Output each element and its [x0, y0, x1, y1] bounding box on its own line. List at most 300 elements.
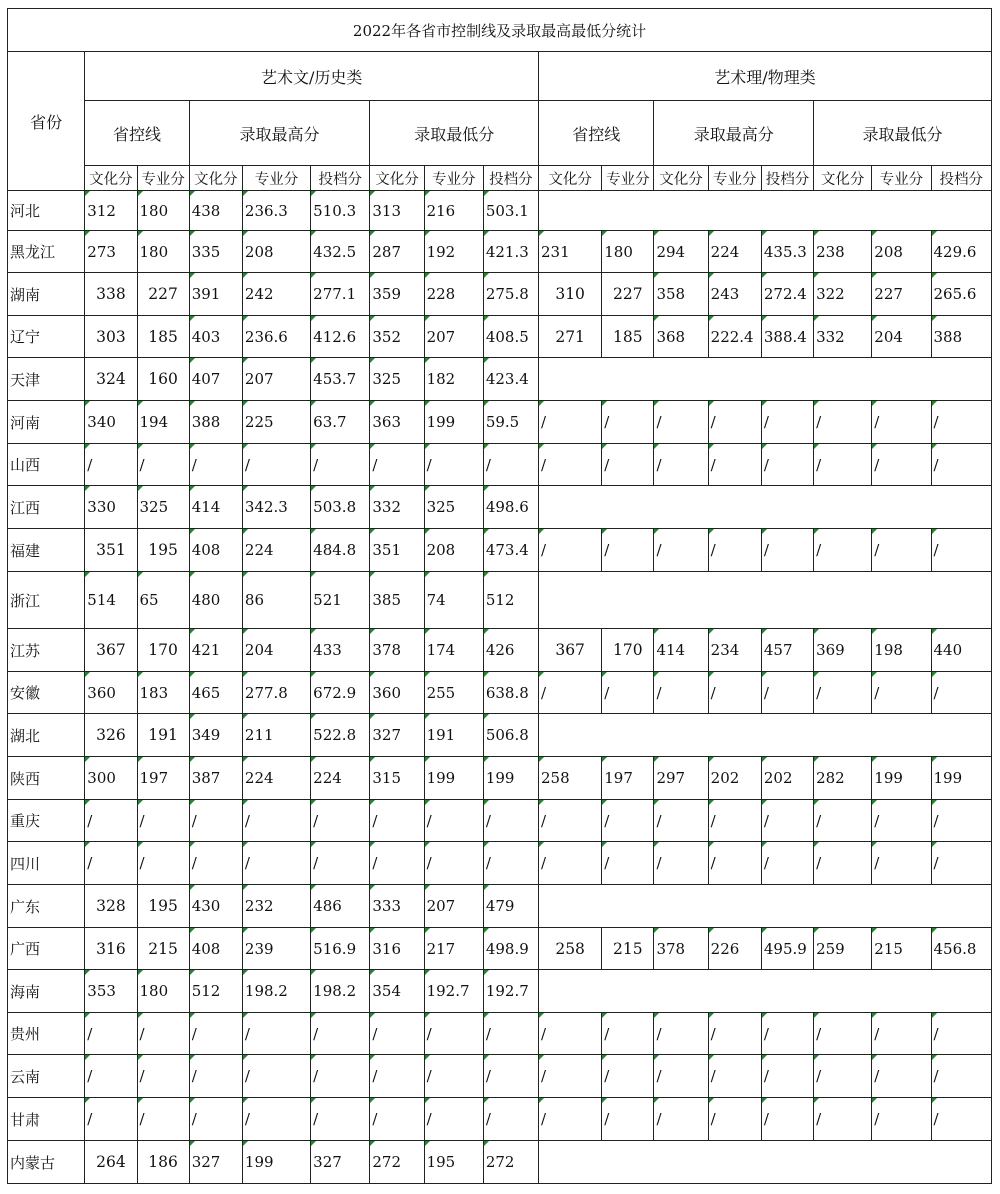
table-cell: / — [483, 842, 538, 885]
table-row — [8, 486, 992, 529]
table-cell: / — [814, 444, 872, 486]
table-row — [8, 231, 992, 273]
table-cell: 197 — [602, 757, 654, 800]
table-cell: 277.8 — [242, 672, 310, 714]
table-cell: 430 — [189, 885, 242, 928]
table-cell: 456.8 — [931, 928, 992, 970]
table-cell: / — [931, 1013, 992, 1055]
table-cell: 391 — [189, 273, 242, 316]
table-cell: 208 — [872, 231, 931, 273]
table-cell: / — [539, 1013, 602, 1055]
province-cell: 内蒙古 — [8, 1141, 85, 1184]
table-cell: 327 — [189, 1141, 242, 1184]
table-cell: 503.1 — [483, 191, 538, 231]
table-cell: 440 — [931, 629, 992, 672]
table-cell: 239 — [242, 928, 310, 970]
table-cell: 316 — [370, 928, 424, 970]
table-cell: 367 — [85, 629, 137, 672]
table-cell: 272 — [370, 1141, 424, 1184]
table-row — [8, 1098, 992, 1141]
empty-cell — [539, 1141, 992, 1184]
province-cell: 安徽 — [8, 672, 85, 714]
table-cell: / — [814, 800, 872, 842]
table-cell: 408.5 — [483, 316, 538, 358]
subheader-max-score: 录取最高分 — [189, 101, 370, 166]
table-cell: / — [931, 529, 992, 572]
table-cell: 228 — [424, 273, 483, 316]
table-cell: 359 — [370, 273, 424, 316]
table-cell: 197 — [137, 757, 189, 800]
table-cell: 385 — [370, 572, 424, 629]
table-cell: 498.6 — [483, 486, 538, 529]
province-cell: 河北 — [8, 191, 85, 231]
table-cell: / — [311, 1055, 370, 1098]
table-cell: / — [370, 1098, 424, 1141]
table-cell: / — [242, 800, 310, 842]
table-cell: 207 — [424, 885, 483, 928]
table-cell: / — [311, 842, 370, 885]
table-cell: / — [189, 1098, 242, 1141]
table-cell: 325 — [424, 486, 483, 529]
table-cell: / — [602, 401, 654, 444]
table-row — [8, 316, 992, 358]
column-header: 文化分 — [189, 166, 242, 191]
table-cell: / — [654, 1098, 708, 1141]
table-cell: / — [708, 672, 761, 714]
table-cell: 74 — [424, 572, 483, 629]
table-row — [8, 629, 992, 672]
table-cell: / — [137, 444, 189, 486]
table-cell: / — [931, 401, 992, 444]
table-cell: / — [539, 401, 602, 444]
table-cell: 498.9 — [483, 928, 538, 970]
table-row — [8, 800, 992, 842]
table-cell: 282 — [814, 757, 872, 800]
table-cell: / — [137, 800, 189, 842]
table-cell: / — [931, 1098, 992, 1141]
table-cell: / — [654, 444, 708, 486]
subheader-min-score: 录取最低分 — [370, 101, 539, 166]
table-cell: / — [242, 444, 310, 486]
table-cell: 199 — [424, 757, 483, 800]
table-cell: 303 — [85, 316, 137, 358]
table-cell: 325 — [370, 358, 424, 401]
table-cell: 465 — [189, 672, 242, 714]
table-cell: 412.6 — [311, 316, 370, 358]
table-cell: 473.4 — [483, 529, 538, 572]
province-cell: 广西 — [8, 928, 85, 970]
province-cell: 云南 — [8, 1055, 85, 1098]
empty-cell — [539, 358, 992, 401]
table-cell: 185 — [602, 316, 654, 358]
column-header: 投档分 — [483, 166, 538, 191]
table-cell: 457 — [761, 629, 813, 672]
table-cell: / — [137, 842, 189, 885]
table-cell: / — [370, 842, 424, 885]
table-cell: 327 — [370, 714, 424, 757]
table-row — [8, 928, 992, 970]
table-row — [8, 970, 992, 1013]
table-cell: 352 — [370, 316, 424, 358]
table-cell: 170 — [602, 629, 654, 672]
province-cell: 辽宁 — [8, 316, 85, 358]
table-cell: 232 — [242, 885, 310, 928]
table-cell: 403 — [189, 316, 242, 358]
table-cell: / — [602, 444, 654, 486]
table-cell: 353 — [85, 970, 137, 1013]
table-cell: 174 — [424, 629, 483, 672]
table-cell: / — [872, 401, 931, 444]
table-row — [8, 273, 992, 316]
table-cell: / — [654, 1013, 708, 1055]
table-cell: / — [242, 842, 310, 885]
table-cell: 326 — [85, 714, 137, 757]
table-cell: 672.9 — [311, 672, 370, 714]
table-cell: / — [189, 842, 242, 885]
table-cell: 421 — [189, 629, 242, 672]
table-cell: 222.4 — [708, 316, 761, 358]
table-cell: / — [654, 1055, 708, 1098]
table-cell: / — [708, 1013, 761, 1055]
table-cell: 226 — [708, 928, 761, 970]
table-cell: 503.8 — [311, 486, 370, 529]
table-cell: 227 — [137, 273, 189, 316]
table-cell: 378 — [370, 629, 424, 672]
table-cell: 198.2 — [242, 970, 310, 1013]
table-cell: / — [85, 1013, 137, 1055]
table-cell: 332 — [814, 316, 872, 358]
subheader-min-score: 录取最低分 — [814, 101, 992, 166]
table-cell: 272.4 — [761, 273, 813, 316]
province-cell: 黑龙江 — [8, 231, 85, 273]
table-row — [8, 191, 992, 231]
province-cell: 浙江 — [8, 572, 85, 629]
table-cell: 408 — [189, 529, 242, 572]
table-cell: / — [137, 1013, 189, 1055]
table-cell: 638.8 — [483, 672, 538, 714]
empty-cell — [539, 191, 992, 231]
table-cell: 512 — [189, 970, 242, 1013]
table-cell: / — [761, 800, 813, 842]
column-header: 文化分 — [85, 166, 137, 191]
empty-cell — [539, 486, 992, 529]
province-cell: 山西 — [8, 444, 85, 486]
table-cell: 202 — [761, 757, 813, 800]
table-cell: / — [483, 1013, 538, 1055]
table-cell: / — [242, 1098, 310, 1141]
table-cell: 185 — [137, 316, 189, 358]
table-cell: / — [85, 1055, 137, 1098]
table-cell: 510.3 — [311, 191, 370, 231]
table-cell: 199 — [931, 757, 992, 800]
table-cell: 310 — [539, 273, 602, 316]
table-cell: 369 — [814, 629, 872, 672]
table-row — [8, 1055, 992, 1098]
table-cell: 211 — [242, 714, 310, 757]
column-header: 文化分 — [654, 166, 708, 191]
table-cell: 195 — [424, 1141, 483, 1184]
table-cell: / — [242, 1013, 310, 1055]
table-row — [8, 757, 992, 800]
table-cell: 333 — [370, 885, 424, 928]
table-cell: 423.4 — [483, 358, 538, 401]
table-cell: 480 — [189, 572, 242, 629]
table-cell: / — [539, 800, 602, 842]
table-row — [8, 529, 992, 572]
table-cell: 59.5 — [483, 401, 538, 444]
table-cell: / — [708, 1098, 761, 1141]
table-cell: 215 — [137, 928, 189, 970]
table-cell: 325 — [137, 486, 189, 529]
table-cell: 368 — [654, 316, 708, 358]
table-cell: / — [931, 444, 992, 486]
table-cell: 354 — [370, 970, 424, 1013]
table-row — [8, 1013, 992, 1055]
table-cell: / — [539, 672, 602, 714]
table-cell: / — [242, 1055, 310, 1098]
table-cell: 227 — [872, 273, 931, 316]
table-cell: 453.7 — [311, 358, 370, 401]
table-cell: / — [189, 1013, 242, 1055]
table-cell: 258 — [539, 757, 602, 800]
table-row — [8, 401, 992, 444]
table-cell: 180 — [137, 970, 189, 1013]
column-header: 专业分 — [872, 166, 931, 191]
table-cell: / — [931, 842, 992, 885]
table-cell: 351 — [85, 529, 137, 572]
table-cell: / — [708, 529, 761, 572]
table-cell: 63.7 — [311, 401, 370, 444]
province-cell: 湖北 — [8, 714, 85, 757]
table-cell: / — [483, 1098, 538, 1141]
table-cell: 351 — [370, 529, 424, 572]
table-cell: 408 — [189, 928, 242, 970]
table-cell: / — [654, 800, 708, 842]
table-cell: / — [931, 672, 992, 714]
table-cell: / — [872, 444, 931, 486]
table-cell: / — [708, 401, 761, 444]
table-cell: 182 — [424, 358, 483, 401]
table-cell: / — [602, 800, 654, 842]
province-cell: 天津 — [8, 358, 85, 401]
province-cell: 海南 — [8, 970, 85, 1013]
table-cell: / — [311, 1013, 370, 1055]
table-cell: 258 — [539, 928, 602, 970]
table-cell: / — [872, 842, 931, 885]
table-cell: 294 — [654, 231, 708, 273]
table-cell: 183 — [137, 672, 189, 714]
table-cell: / — [872, 1013, 931, 1055]
table-cell: 522.8 — [311, 714, 370, 757]
table-cell: 192.7 — [424, 970, 483, 1013]
table-row — [8, 572, 992, 629]
table-cell: 514 — [85, 572, 137, 629]
empty-cell — [539, 885, 992, 928]
table-cell: 199 — [483, 757, 538, 800]
table-cell: 438 — [189, 191, 242, 231]
table-cell: / — [483, 1055, 538, 1098]
column-header: 投档分 — [311, 166, 370, 191]
table-cell: / — [602, 1055, 654, 1098]
table-cell: 332 — [370, 486, 424, 529]
table-cell: 388 — [931, 316, 992, 358]
province-cell: 广东 — [8, 885, 85, 928]
table-cell: / — [370, 444, 424, 486]
table-cell: 195 — [137, 885, 189, 928]
province-cell: 贵州 — [8, 1013, 85, 1055]
table-cell: / — [814, 1098, 872, 1141]
table-cell: / — [85, 800, 137, 842]
column-header: 专业分 — [242, 166, 310, 191]
table-cell: / — [539, 1098, 602, 1141]
table-cell: / — [931, 800, 992, 842]
column-header: 专业分 — [602, 166, 654, 191]
table-cell: / — [814, 401, 872, 444]
table-cell: 367 — [539, 629, 602, 672]
table-cell: 435.3 — [761, 231, 813, 273]
table-cell: / — [602, 1013, 654, 1055]
table-cell: 192.7 — [483, 970, 538, 1013]
subheader-max-score: 录取最高分 — [654, 101, 814, 166]
table-cell: 484.8 — [311, 529, 370, 572]
table-cell: 242 — [242, 273, 310, 316]
table-cell: / — [137, 1055, 189, 1098]
table-cell: / — [654, 529, 708, 572]
table-cell: 363 — [370, 401, 424, 444]
table-cell: / — [931, 1055, 992, 1098]
table-cell: 65 — [137, 572, 189, 629]
column-header: 文化分 — [539, 166, 602, 191]
table-cell: 208 — [242, 231, 310, 273]
table-cell: / — [189, 444, 242, 486]
table-cell: 224 — [708, 231, 761, 273]
group-header-li: 艺术理/物理类 — [539, 52, 992, 101]
table-cell: 225 — [242, 401, 310, 444]
table-cell: 433 — [311, 629, 370, 672]
table-cell: 316 — [85, 928, 137, 970]
table-cell: 198.2 — [311, 970, 370, 1013]
table-cell: 495.9 — [761, 928, 813, 970]
table-cell: / — [424, 444, 483, 486]
table-cell: 191 — [137, 714, 189, 757]
column-header: 文化分 — [370, 166, 424, 191]
table-cell: / — [761, 1055, 813, 1098]
table-cell: / — [872, 1098, 931, 1141]
table-cell: 215 — [602, 928, 654, 970]
table-cell: 342.3 — [242, 486, 310, 529]
table-cell: 521 — [311, 572, 370, 629]
table-cell: 338 — [85, 273, 137, 316]
table-cell: 204 — [242, 629, 310, 672]
table-cell: / — [370, 800, 424, 842]
table-cell: 264 — [85, 1141, 137, 1184]
table-cell: / — [311, 800, 370, 842]
table-cell: / — [654, 672, 708, 714]
column-header: 投档分 — [761, 166, 813, 191]
table-cell: 180 — [137, 191, 189, 231]
column-header: 投档分 — [931, 166, 992, 191]
province-cell: 江苏 — [8, 629, 85, 672]
table-cell: / — [602, 1098, 654, 1141]
table-row — [8, 444, 992, 486]
score-table — [7, 8, 992, 1184]
province-header: 省份 — [8, 52, 85, 191]
table-cell: 217 — [424, 928, 483, 970]
table-cell: 271 — [539, 316, 602, 358]
table-cell: / — [654, 842, 708, 885]
table-cell: 180 — [602, 231, 654, 273]
empty-cell — [539, 970, 992, 1013]
table-cell: / — [708, 842, 761, 885]
table-cell: 265.6 — [931, 273, 992, 316]
column-header: 文化分 — [814, 166, 872, 191]
table-cell: / — [761, 1098, 813, 1141]
table-cell: / — [539, 842, 602, 885]
table-cell: 275.8 — [483, 273, 538, 316]
table-cell: 243 — [708, 273, 761, 316]
province-cell: 湖南 — [8, 273, 85, 316]
table-cell: 277.1 — [311, 273, 370, 316]
table-cell: / — [539, 529, 602, 572]
subheader-control-line: 省控线 — [539, 101, 654, 166]
table-cell: / — [137, 1098, 189, 1141]
table-cell: / — [311, 1098, 370, 1141]
table-cell: 259 — [814, 928, 872, 970]
table-cell: 388.4 — [761, 316, 813, 358]
table-cell: / — [189, 800, 242, 842]
table-cell: / — [483, 800, 538, 842]
table-cell: / — [424, 1013, 483, 1055]
province-cell: 陕西 — [8, 757, 85, 800]
table-cell: / — [602, 672, 654, 714]
table-cell: 202 — [708, 757, 761, 800]
column-header: 专业分 — [137, 166, 189, 191]
empty-cell — [539, 714, 992, 757]
table-cell: 414 — [654, 629, 708, 672]
province-cell: 江西 — [8, 486, 85, 529]
table-cell: 224 — [242, 529, 310, 572]
table-cell: / — [424, 1055, 483, 1098]
table-cell: 349 — [189, 714, 242, 757]
subheader-control-line: 省控线 — [85, 101, 189, 166]
table-cell: 204 — [872, 316, 931, 358]
table-cell: 315 — [370, 757, 424, 800]
table-cell: / — [85, 842, 137, 885]
table-cell: 199 — [424, 401, 483, 444]
table-cell: / — [814, 842, 872, 885]
table-cell: / — [602, 529, 654, 572]
table-cell: 224 — [242, 757, 310, 800]
province-cell: 甘肃 — [8, 1098, 85, 1141]
table-cell: / — [602, 842, 654, 885]
province-cell: 福建 — [8, 529, 85, 572]
column-header: 专业分 — [708, 166, 761, 191]
table-cell: / — [761, 842, 813, 885]
group-header-wen: 艺术文/历史类 — [85, 52, 539, 101]
table-cell: 191 — [424, 714, 483, 757]
table-cell: 330 — [85, 486, 137, 529]
table-cell: 414 — [189, 486, 242, 529]
table-cell: 378 — [654, 928, 708, 970]
table-row — [8, 885, 992, 928]
table-cell: 287 — [370, 231, 424, 273]
table-cell: 198 — [872, 629, 931, 672]
table-cell: 506.8 — [483, 714, 538, 757]
table-cell: 313 — [370, 191, 424, 231]
table-cell: 160 — [137, 358, 189, 401]
table-cell: / — [424, 1098, 483, 1141]
table-cell: 388 — [189, 401, 242, 444]
